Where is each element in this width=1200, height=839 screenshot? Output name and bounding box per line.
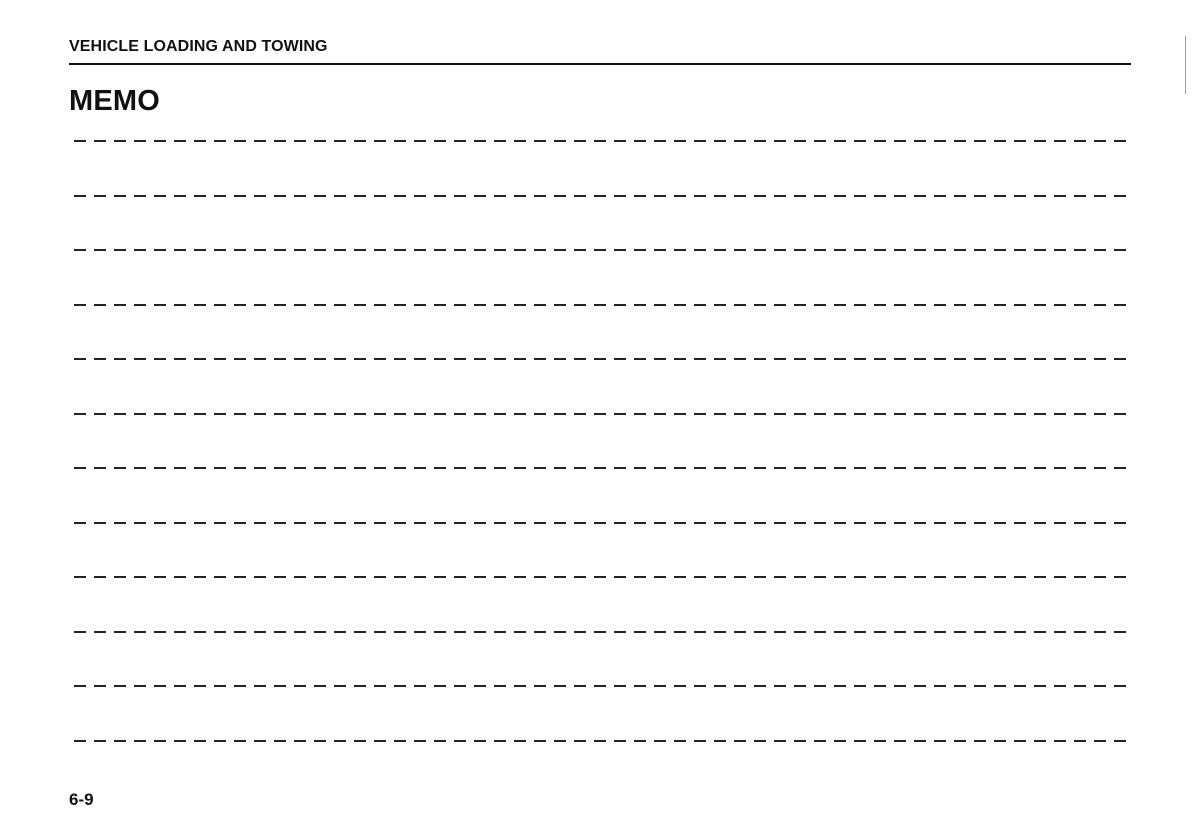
memo-line [74, 140, 1128, 142]
memo-line [74, 631, 1128, 633]
memo-line [74, 249, 1128, 251]
page-title: MEMO [69, 85, 161, 117]
header-rule [69, 63, 1131, 65]
binding-mark [1185, 36, 1186, 94]
page-number: 6-9 [69, 790, 94, 809]
memo-line [74, 740, 1128, 742]
memo-lines [74, 140, 1128, 760]
memo-line [74, 304, 1128, 306]
memo-line [74, 522, 1128, 524]
memo-line [74, 195, 1128, 197]
memo-line [74, 413, 1128, 415]
section-header: VEHICLE LOADING AND TOWING [69, 38, 328, 55]
memo-line [74, 467, 1128, 469]
memo-line [74, 358, 1128, 360]
memo-line [74, 685, 1128, 687]
memo-line [74, 576, 1128, 578]
